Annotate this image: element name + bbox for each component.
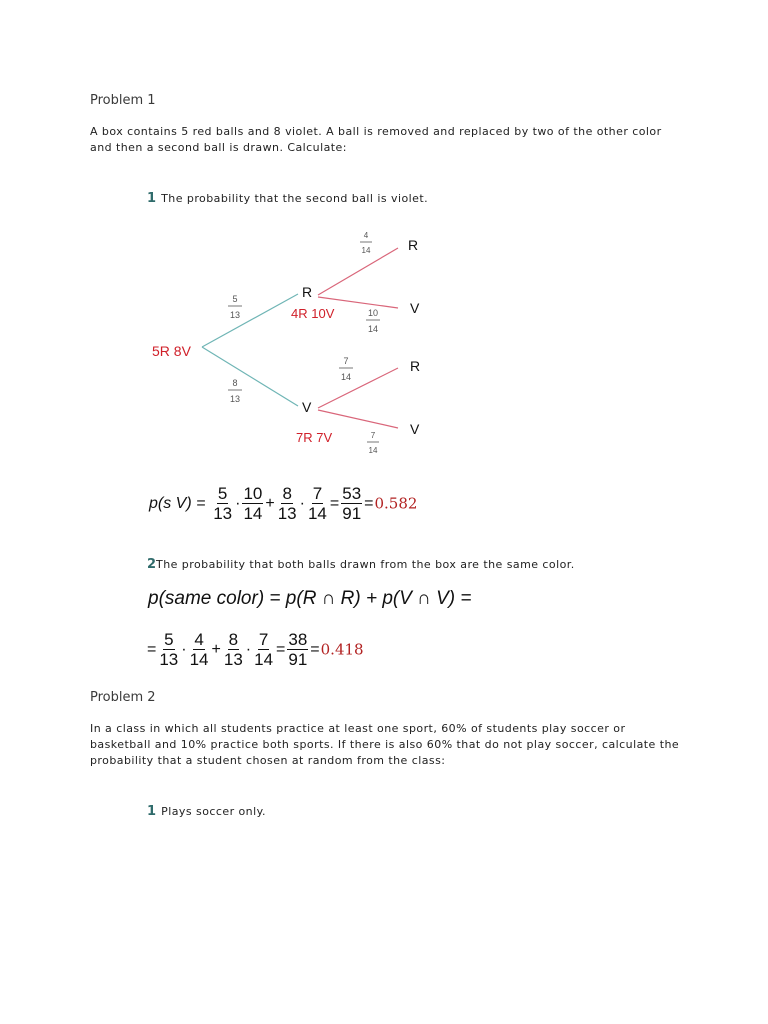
denominator: 13 xyxy=(277,504,297,523)
numerator: 8 xyxy=(228,630,239,649)
denominator: 91 xyxy=(288,650,308,669)
fraction xyxy=(253,630,274,669)
problem-1-intro: A box contains 5 red balls and 8 violet. A ball is removed and replaced by two of the other color and then a second ball is drawn. Calculate: xyxy=(90,125,662,154)
fraction-denominator: 13 xyxy=(229,310,241,320)
denominator: 13 xyxy=(223,650,243,669)
fraction-denominator: 14 xyxy=(367,324,379,334)
equation-2-line-1: p(same color) = p(R ∩ R) + p(V ∩ V) = xyxy=(148,588,472,609)
numerator: 10 xyxy=(243,484,263,503)
fraction-numerator: 7 xyxy=(343,356,349,366)
node-r: R xyxy=(302,284,313,300)
numerator: 7 xyxy=(258,630,269,649)
question-number: 2 xyxy=(147,557,157,572)
fraction-numerator: 8 xyxy=(232,378,238,388)
fraction xyxy=(307,484,328,523)
fraction-denominator: 14 xyxy=(368,446,378,455)
fraction xyxy=(277,484,298,523)
question-text: The probability that the second ball is violet. xyxy=(161,192,429,205)
fraction-numerator: 5 xyxy=(232,294,238,304)
equals-operator: = xyxy=(364,494,374,512)
fraction-denominator: 14 xyxy=(340,372,352,382)
question-number: 1 xyxy=(147,191,157,206)
equation-1 xyxy=(148,484,417,523)
branch-root-v xyxy=(202,347,298,406)
node-v-state: 7R 7V xyxy=(296,430,333,445)
plus-operator: + xyxy=(265,494,275,512)
question-1-2 xyxy=(147,553,575,572)
question-2-1 xyxy=(147,800,266,819)
fraction-numerator: 10 xyxy=(367,308,379,318)
fraction-numerator: 4 xyxy=(363,231,369,240)
node-v: V xyxy=(302,399,312,415)
problem-2-intro: In a class in which all students practice at least one sport, 60% of students play soccer or basketball and 10% practice both sports. If there is also 60% that do not play soccer, calculate the probability that a student chosen at random from the class: xyxy=(90,722,680,767)
question-text: Plays soccer only. xyxy=(161,805,266,818)
numerator: 38 xyxy=(288,630,308,649)
question-number: 1 xyxy=(147,804,157,819)
fraction xyxy=(242,484,263,523)
numerator: 7 xyxy=(312,484,323,503)
denominator: 13 xyxy=(213,504,233,523)
node-r-state: 4R 10V xyxy=(291,306,335,321)
denominator: 14 xyxy=(307,504,327,523)
leaf-vr: R xyxy=(410,358,421,374)
equals-operator: = xyxy=(310,640,320,658)
fraction xyxy=(189,630,210,669)
branch-r-r xyxy=(318,248,398,295)
dot-operator: · xyxy=(235,494,241,512)
fraction xyxy=(158,630,179,669)
probability-tree xyxy=(0,0,768,470)
fraction xyxy=(223,630,244,669)
equals-operator: = xyxy=(329,494,340,512)
equation-lhs: p(s V) = xyxy=(149,494,206,512)
equals-operator: = xyxy=(276,640,286,658)
problem-1-heading: Problem 1 xyxy=(90,93,156,108)
fraction-denominator: 13 xyxy=(229,394,241,404)
question-text: The probability that both balls drawn from the box are the same color. xyxy=(156,558,575,571)
fraction xyxy=(287,630,308,669)
result-value: 0.418 xyxy=(320,640,364,659)
dot-operator: · xyxy=(299,494,305,512)
branch-root-r xyxy=(202,294,298,347)
denominator: 14 xyxy=(254,650,274,669)
numerator: 5 xyxy=(164,630,174,649)
dot-operator: · xyxy=(245,640,252,658)
fraction xyxy=(341,484,362,523)
numerator: 53 xyxy=(342,484,362,503)
denominator: 14 xyxy=(189,650,209,669)
dot-operator: · xyxy=(181,640,187,658)
numerator: 5 xyxy=(217,484,228,503)
fraction xyxy=(212,484,233,523)
leaf-rr: R xyxy=(408,237,419,253)
branch-v-v xyxy=(318,410,398,428)
plus-operator: + xyxy=(211,640,221,658)
denominator: 91 xyxy=(342,504,362,523)
numerator: 8 xyxy=(282,484,292,503)
problem-2-heading: Problem 2 xyxy=(90,690,156,705)
denominator: 13 xyxy=(159,650,179,669)
root-state: 5R 8V xyxy=(152,343,191,359)
numerator: 4 xyxy=(194,630,204,649)
fraction-denominator: 14 xyxy=(361,246,371,255)
denominator: 14 xyxy=(243,504,263,523)
result-value: 0.582 xyxy=(374,494,418,513)
branch-v-r xyxy=(318,368,398,408)
equals-operator: = xyxy=(147,640,157,658)
leaf-rv: V xyxy=(410,300,420,316)
fraction-numerator: 7 xyxy=(370,431,376,440)
leaf-vv: V xyxy=(410,421,420,437)
equation-2-line-2 xyxy=(146,630,364,669)
